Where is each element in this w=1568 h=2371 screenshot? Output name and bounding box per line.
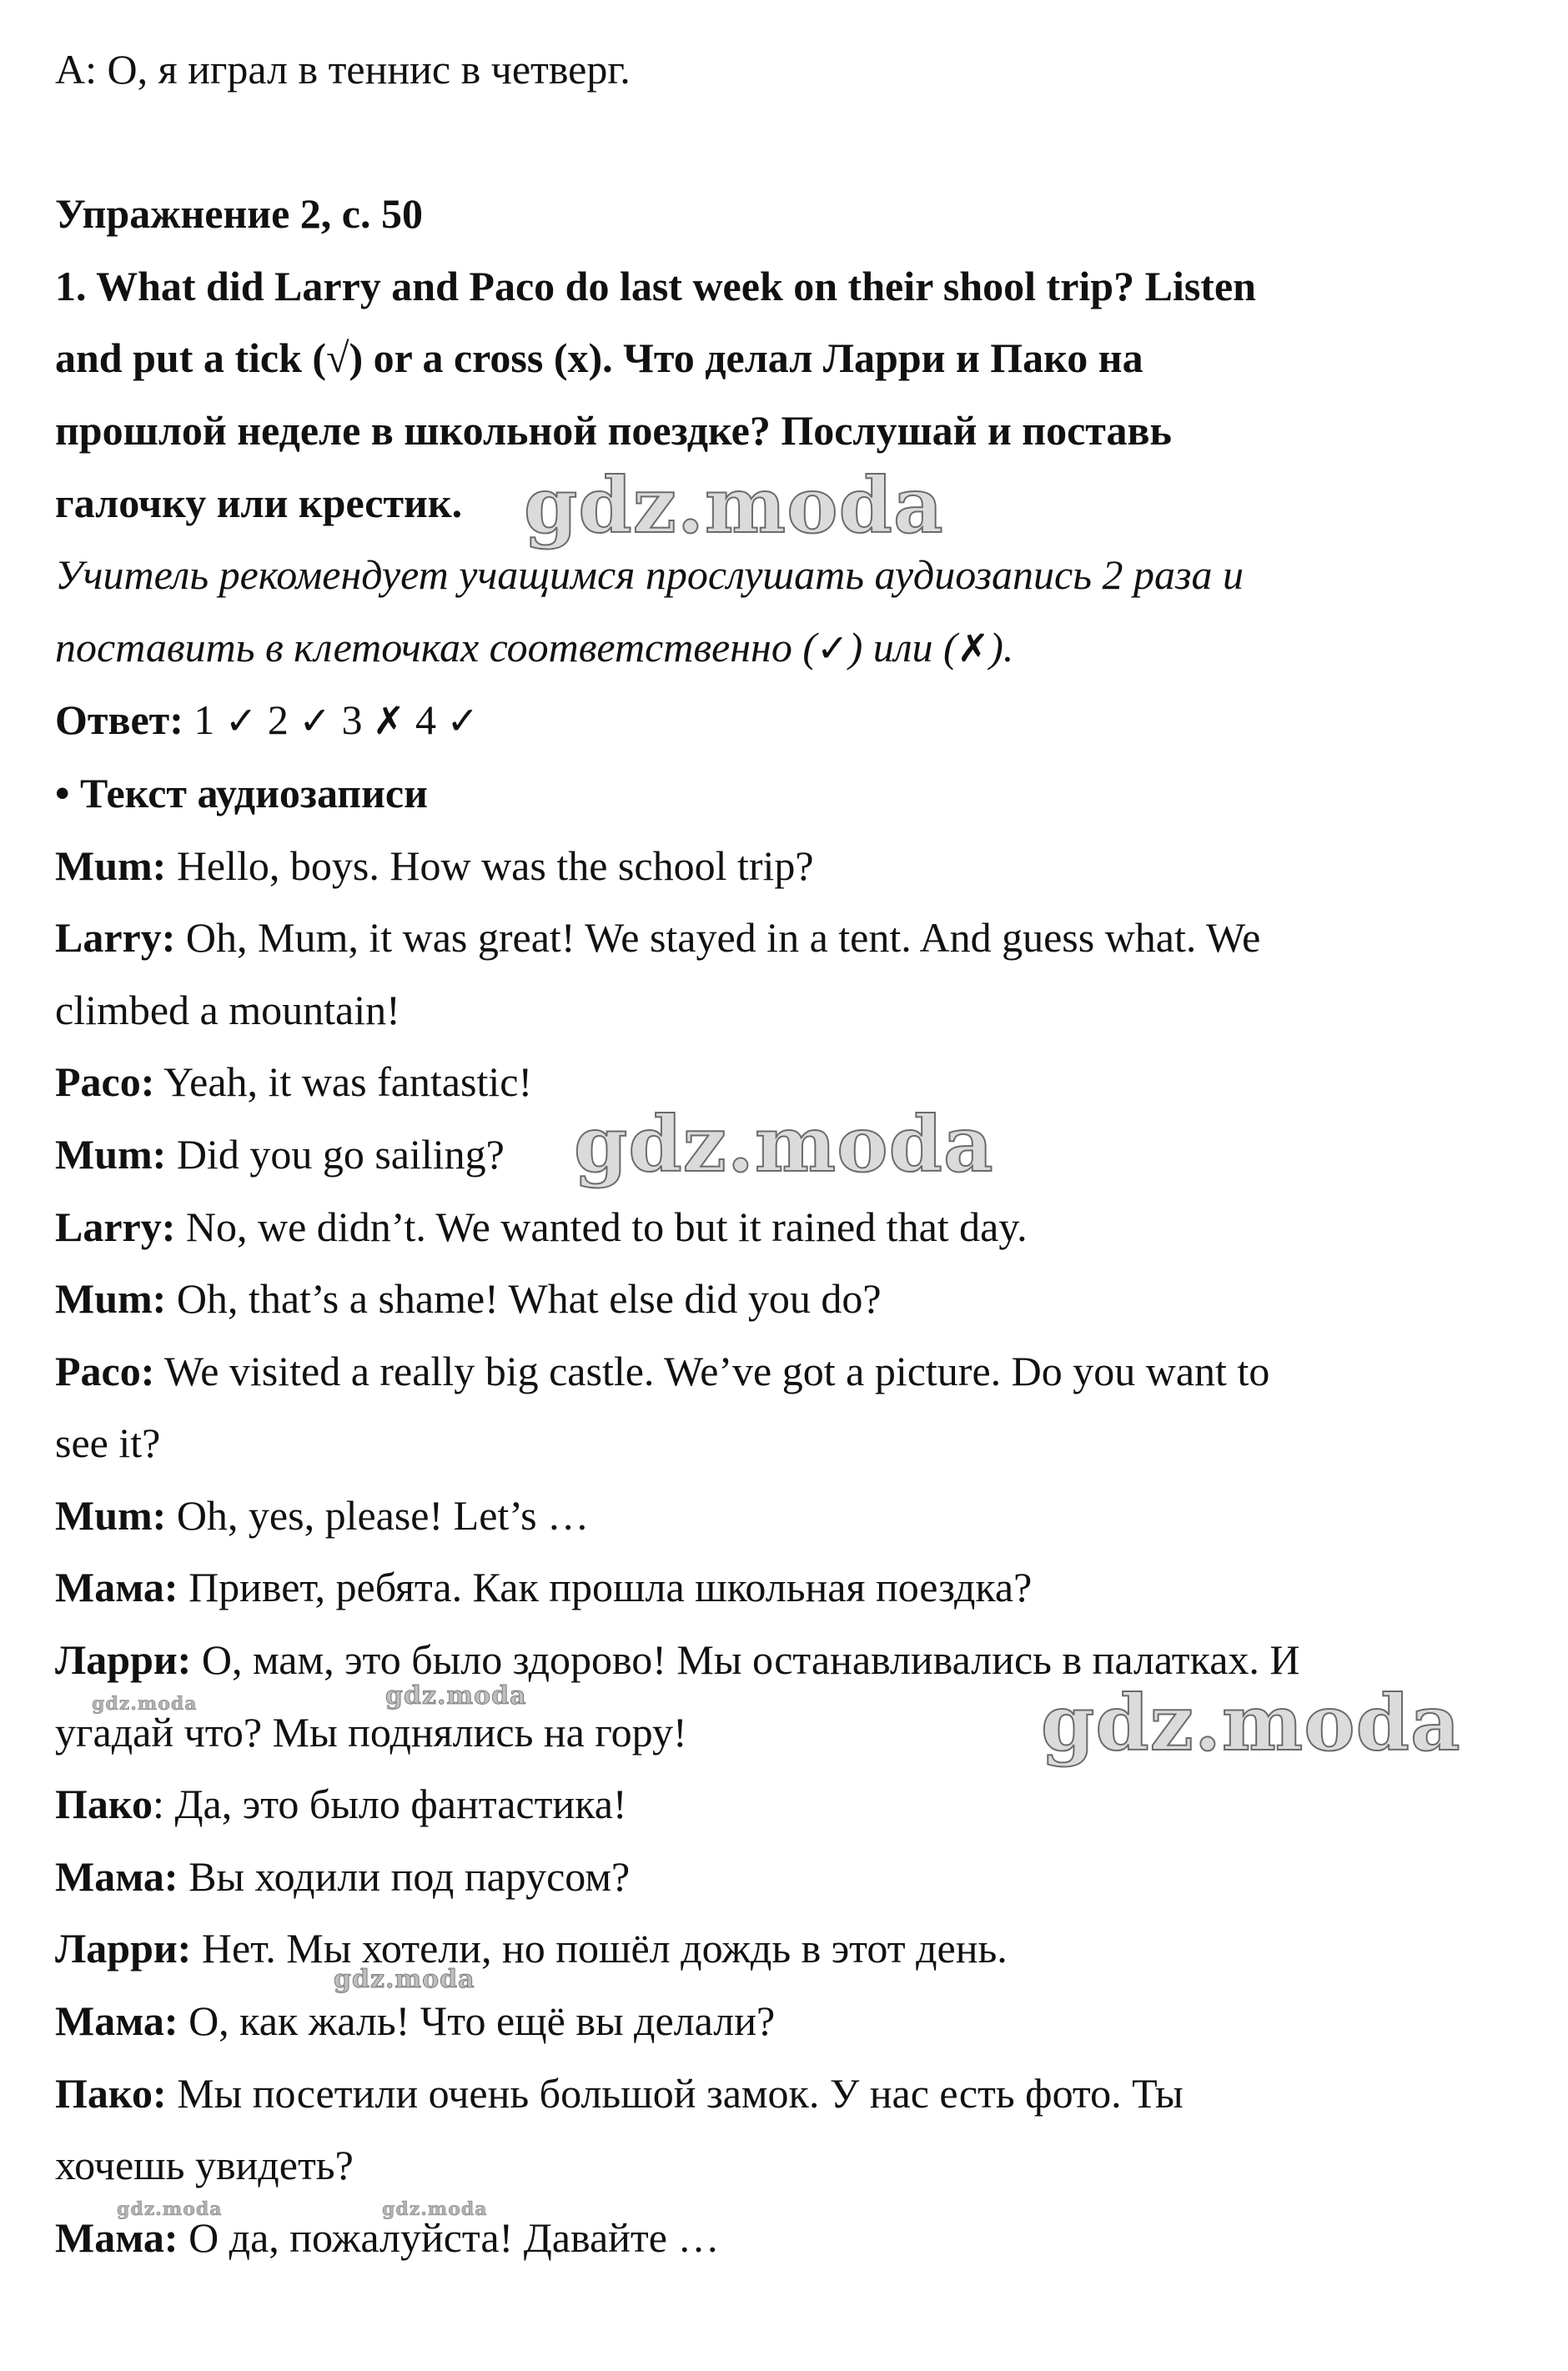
speaker-name: Мама: <box>55 1852 178 1900</box>
spacer <box>55 106 1523 178</box>
teacher-note-suffix: ). <box>989 623 1014 671</box>
dialogue-line <box>55 1263 1523 1335</box>
speaker-name: Мама: <box>55 2213 178 2261</box>
dialogue-line <box>55 1191 1523 1263</box>
dialogue-text: No, we didn’t. We wanted to but it rained that day. <box>185 1203 1028 1250</box>
teacher-note-line-2 <box>55 611 1523 685</box>
speaker-name: Пако: <box>55 2069 167 2117</box>
watermark: gdz.moda <box>574 1099 994 1189</box>
dialogue-text: Нет. Мы хотели, но пошёл дождь в этот день. <box>201 1925 1008 1972</box>
speaker-name: Мама: <box>55 1564 178 1611</box>
teacher-note-prefix: поставить в клеточках соответственно ( <box>55 623 817 671</box>
dialogue-text: О да, пожалуйста! Давайте … <box>188 2213 720 2261</box>
watermark: gdz.moda <box>117 2198 223 2220</box>
teacher-note-mid: ) или ( <box>848 623 957 671</box>
answer-label: Ответ: <box>55 696 183 744</box>
task-line: галочку или крестик. <box>55 479 463 526</box>
dialogue-text: Did you go sailing? <box>176 1130 505 1178</box>
english-dialogue <box>55 830 1523 1552</box>
check-mark-icon: ✓ <box>817 625 849 671</box>
dialogue-line <box>55 1624 1523 1696</box>
dialogue-line <box>55 1696 1523 1769</box>
dialogue-line <box>55 1335 1523 1408</box>
task-block <box>55 250 1523 539</box>
dialogue-text: Hello, boys. How was the school trip? <box>176 841 814 889</box>
check-mark-icon: ✓ <box>446 698 480 744</box>
dialogue-text: Да, это было фантастика! <box>174 1781 627 1828</box>
task-line: and put a tick (√) or a cross (x). Что делал Ларри и Пако на <box>55 334 1143 382</box>
speaker-name: Paco: <box>55 1058 155 1106</box>
dialogue-line <box>55 902 1523 974</box>
speaker-name: Ларри: <box>55 1925 192 1972</box>
watermark: gdz.moda <box>382 2198 488 2220</box>
dialogue-text: climbed a mountain! <box>55 986 400 1033</box>
dialogue-line: Пако: Да, это было фантастика! <box>55 1781 627 1828</box>
document-page <box>55 33 1523 2273</box>
russian-dialogue <box>55 1551 1523 2273</box>
dialogue-line <box>55 2129 1523 2202</box>
check-mark-icon: ✓ <box>224 698 258 744</box>
speaker-name: Mum: <box>55 1491 167 1539</box>
dialogue-text: хочешь увидеть? <box>55 2142 354 2189</box>
dialogue-text: Yeah, it was fantastic! <box>163 1058 533 1106</box>
dialogue-text: Oh, yes, please! Let’s … <box>176 1491 590 1539</box>
dialogue-text: We visited a really big castle. We’ve got a picture. Do you want to <box>164 1347 1270 1394</box>
speaker-name: Ларри: <box>55 1636 192 1684</box>
dialogue-line <box>55 1046 1523 1118</box>
speaker-name: Larry: <box>55 914 176 962</box>
dialogue-line <box>55 1407 1523 1479</box>
speaker-name: Mum: <box>55 841 167 889</box>
answer-items <box>193 696 479 743</box>
dialogue-text: see it? <box>55 1419 161 1467</box>
answer-number: 1 <box>193 696 215 744</box>
speaker-name: Mum: <box>55 1275 167 1323</box>
dialogue-line <box>55 974 1523 1047</box>
dialogue-text: Oh, that’s a shame! What else did you do? <box>176 1275 882 1323</box>
watermark: gdz.moda <box>92 1693 198 1715</box>
answer-number: 2 <box>267 696 289 744</box>
exercise-title: Упражнение 2, с. 50 <box>55 190 423 238</box>
answer-number: 4 <box>415 696 436 744</box>
answer-line <box>55 684 1523 757</box>
dialogue-text: О, мам, это было здорово! Мы останавливались в палатках. И <box>201 1636 1300 1684</box>
dialogue-line <box>55 1551 1523 1624</box>
task-line: 1. What did Larry and Paco do last week on their shool trip? Listen <box>55 262 1256 309</box>
dialogue-line <box>55 2202 1523 2274</box>
task-line: прошлой неделе в школьной поездке? Послушай и поставь <box>55 406 1172 454</box>
dialogue-line <box>55 2057 1523 2130</box>
dialogue-text: Вы ходили под парусом? <box>188 1852 631 1900</box>
answer-number: 3 <box>341 696 363 744</box>
teacher-note-line-1: Учитель рекомендует учащимся прослушать аудиозапись 2 раза и <box>55 551 1244 599</box>
dialogue-line <box>55 1841 1523 1913</box>
watermark: gdz.moda <box>385 1681 527 1710</box>
dialogue-line <box>55 1912 1523 1985</box>
intro-line: А: О, я играл в теннис в четверг. <box>55 46 631 93</box>
dialogue-line <box>55 1479 1523 1552</box>
speaker-name: Мама: <box>55 1997 178 2045</box>
dialogue-text: Oh, Mum, it was great! We stayed in a tent. And guess what. We <box>185 914 1261 962</box>
watermark: gdz.moda <box>334 1965 475 1994</box>
dialogue-line <box>55 1118 1523 1191</box>
speaker-name: Larry: <box>55 1203 176 1250</box>
watermark: gdz.moda <box>524 460 944 550</box>
speaker-name: Пако <box>55 1781 153 1828</box>
dialogue-text: Мы посетили очень большой замок. У нас есть фото. Ты <box>177 2069 1184 2117</box>
speaker-name: Mum: <box>55 1130 167 1178</box>
dialogue-text: Привет, ребята. Как прошла школьная поездка? <box>188 1564 1033 1611</box>
check-mark-icon: ✓ <box>299 698 331 744</box>
audio-heading: • Текст аудиозаписи <box>55 769 428 816</box>
dialogue-line <box>55 830 1523 902</box>
watermark: gdz.moda <box>1041 1678 1461 1768</box>
dialogue-text: угадай что? Мы поднялись на гору! <box>55 1708 687 1756</box>
dialogue-text: О, как жаль! Что ещё вы делали? <box>188 1997 776 2045</box>
speaker-name: Paco: <box>55 1347 155 1394</box>
cross-mark-icon: ✗ <box>372 698 405 744</box>
cross-mark-icon: ✗ <box>957 625 990 671</box>
dialogue-line <box>55 1985 1523 2057</box>
